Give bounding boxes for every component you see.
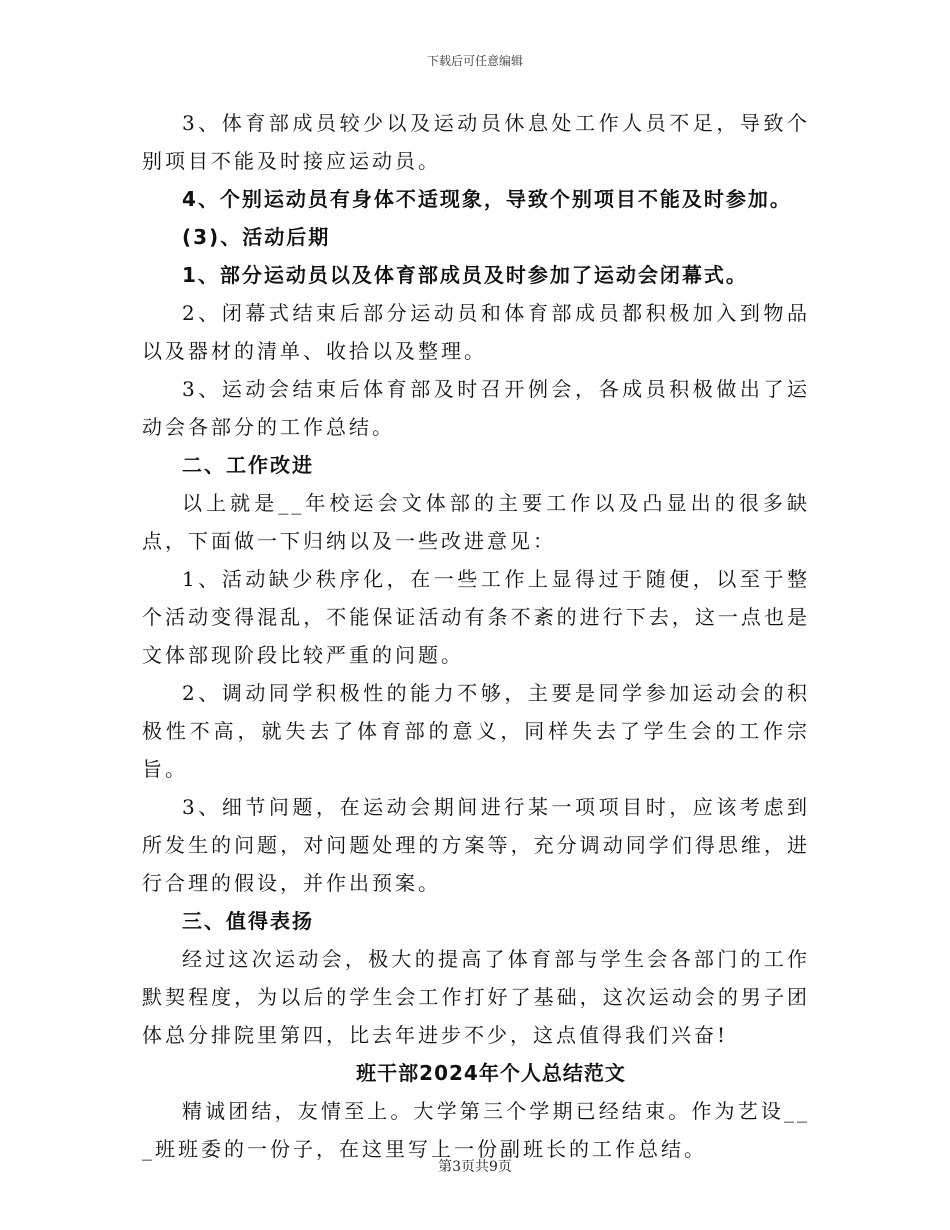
paragraph: 3、运动会结束后体育部及时召开例会，各成员积极做出了运动会各部分的工作总结。 <box>142 377 810 439</box>
subheading: (3)、活动后期 <box>182 225 331 249</box>
document-body <box>142 104 810 1168</box>
document-title: 班干部2024年个人总结范文 <box>356 1061 626 1085</box>
paragraph: 精诚团结，友情至上。大学第三个学期已经结束。作为艺设___班班委的一份子，在这里写上一份副班长的工作总结。 <box>142 1099 810 1161</box>
page-number: 第3页共9页 <box>438 1159 512 1175</box>
paragraph-bold: 1、部分运动员以及体育部成员及时参加了运动会闭幕式。 <box>182 263 748 287</box>
page-header: 下载后可任意编辑 <box>426 54 523 68</box>
paragraph: 3、体育部成员较少以及运动员休息处工作人员不足，导致个别项目不能及时接应运动员。 <box>142 111 810 173</box>
section-heading: 三、值得表扬 <box>182 909 314 933</box>
section-heading: 二、工作改进 <box>182 453 314 477</box>
paragraph: 经过这次运动会，极大的提高了体育部与学生会各部门的工作默契程度，为以后的学生会工作打好了基础，这次运动会的男子团体总分排院里第四，比去年进步不少，这点值得我们兴奋! <box>142 947 810 1047</box>
paragraph: 1、活动缺少秩序化，在一些工作上显得过于随便，以至于整个活动变得混乱，不能保证活动有条不紊的进行下去，这一点也是文体部现阶段比较严重的问题。 <box>142 567 810 667</box>
paragraph: 2、调动同学积极性的能力不够，主要是同学参加运动会的积极性不高，就失去了体育部的意义，同样失去了学生会的工作宗旨。 <box>142 681 810 781</box>
paragraph: 3、细节问题，在运动会期间进行某一项项目时，应该考虑到所发生的问题，对问题处理的方案等，充分调动同学们得思维，进行合理的假设，并作出预案。 <box>142 795 810 895</box>
paragraph: 2、闭幕式结束后部分运动员和体育部成员都积极加入到物品以及器材的清单、收拾以及整理。 <box>142 301 810 363</box>
paragraph: 以上就是__年校运会文体部的主要工作以及凸显出的很多缺点，下面做一下归纳以及一些改进意见： <box>142 491 810 553</box>
paragraph-bold: 4、个别运动员有身体不适现象，导致个别项目不能及时参加。 <box>182 187 792 211</box>
